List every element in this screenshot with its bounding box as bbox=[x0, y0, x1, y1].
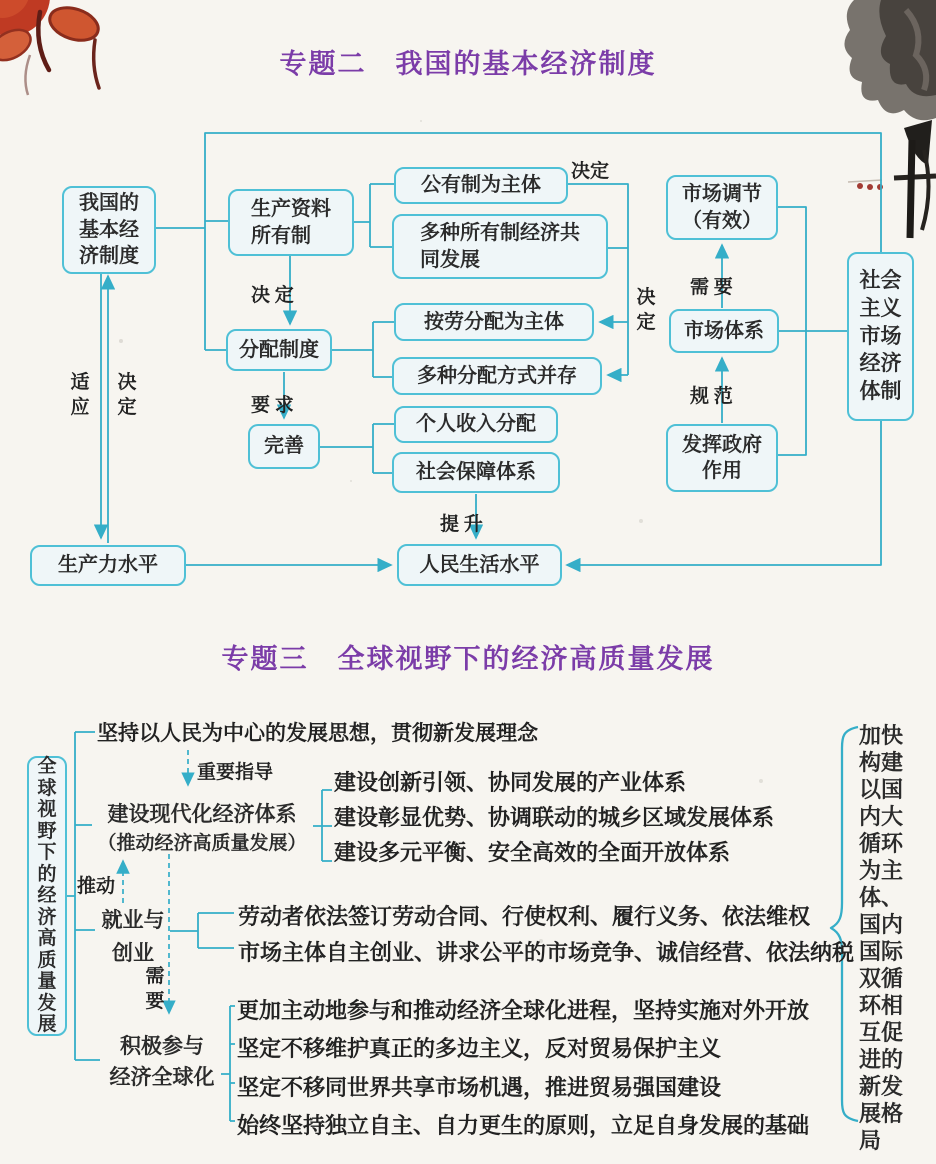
edge-label-need-2: 需要 bbox=[145, 966, 165, 1012]
employment-item-market-entities: 市场主体自主创业、讲求公平的市场竞争、诚信经营、依法纳税 bbox=[238, 940, 855, 965]
edge-label-decide-3: 决定 bbox=[636, 287, 656, 333]
node-socialist-market-economy: 社会主义市场经济体制 bbox=[847, 252, 914, 421]
edge-label-improve: 提 升 bbox=[440, 514, 483, 535]
employment-item-workers: 劳动者依法签订劳动合同、行使权利、履行义务、依法维权 bbox=[238, 904, 811, 929]
node-perfect: 完善 bbox=[248, 424, 320, 469]
bracket-employment-items bbox=[170, 913, 234, 948]
topic2-title: 专题二 我国的基本经济制度 bbox=[279, 49, 657, 79]
node-market-regulation: 市场调节（有效） bbox=[666, 175, 778, 240]
node-personal-income: 个人收入分配 bbox=[394, 406, 558, 443]
item-people-centered-development: 坚持以人民为中心的发展思想，贯彻新发展理念 bbox=[97, 721, 538, 745]
bracket-distribution bbox=[330, 322, 394, 377]
node-distribution-system: 分配制度 bbox=[226, 329, 332, 371]
system-item-urban-rural: 建设彰显优势、协调联动的城乡区域发展体系 bbox=[334, 805, 775, 830]
edge-label-decide-2: 决定 bbox=[571, 161, 610, 182]
edge-market-group bbox=[777, 207, 847, 455]
node-productivity-level: 生产力水平 bbox=[30, 545, 186, 586]
node-multi-distribution: 多种分配方式并存 bbox=[392, 357, 602, 395]
node-basic-economic-system: 我国的基本经济制度 bbox=[62, 186, 156, 274]
global-item-participation: 更加主动地参与和推动经济全球化进程，坚持实施对外开放 bbox=[237, 998, 810, 1023]
edge-label-promote: 推动 bbox=[77, 876, 116, 897]
global-item-self-reliance: 始终坚持独立自主、自力更生的原则，立足自身发展的基础 bbox=[237, 1113, 810, 1138]
node-multi-ownership: 多种所有制经济共同发展 bbox=[392, 214, 608, 279]
brace-conclusion bbox=[831, 727, 858, 1121]
conclusion-new-development-pattern: 加快构建以国内大循环为主体、国内国际双循环相互促进的新发展格局 bbox=[859, 723, 904, 1153]
global-item-market-opportunity: 坚定不移同世界共享市场机遇，推进贸易强国建设 bbox=[237, 1075, 722, 1100]
node-social-security: 社会保障体系 bbox=[392, 452, 560, 493]
system-item-industry: 建设创新引领、协同发展的产业体系 bbox=[334, 770, 687, 795]
node-public-ownership-main: 公有制为主体 bbox=[394, 167, 568, 204]
item-economic-globalization bbox=[96, 1031, 228, 1093]
edge-label-decide-4: 决定 bbox=[117, 372, 137, 418]
item-employment-entrepreneurship: 就业与创业 bbox=[101, 908, 165, 965]
node-global-high-quality-development: 全球视野下的经济高质量发展 bbox=[27, 756, 67, 1036]
edge-label-important-guide: 重要指导 bbox=[197, 762, 274, 783]
topic3-title: 专题三 全球视野下的经济高质量发展 bbox=[221, 644, 715, 674]
modern-system-line2: （推动经济高质量发展） bbox=[97, 833, 307, 854]
globalization-line2: 经济全球化 bbox=[109, 1065, 215, 1089]
node-living-standard: 人民生活水平 bbox=[397, 544, 562, 586]
edge-label-decide-1: 决 定 bbox=[251, 285, 294, 306]
edge-label-require: 要 求 bbox=[251, 395, 294, 416]
global-item-multilateralism: 坚定不移维护真正的多边主义，反对贸易保护主义 bbox=[237, 1036, 722, 1061]
edge-ownership-decides bbox=[566, 184, 628, 375]
node-labor-distribution-main: 按劳分配为主体 bbox=[394, 303, 594, 341]
node-government-role: 发挥政府作用 bbox=[666, 424, 778, 492]
edge-label-need: 需 要 bbox=[690, 277, 733, 298]
globalization-line1: 积极参与 bbox=[120, 1034, 204, 1058]
bracket-perfect bbox=[320, 424, 394, 473]
modern-system-line1: 建设现代化经济体系 bbox=[107, 802, 297, 826]
node-market-system: 市场体系 bbox=[669, 309, 779, 353]
bracket-ownership bbox=[352, 184, 394, 247]
system-item-opening: 建设多元平衡、安全高效的全面开放体系 bbox=[334, 840, 731, 865]
edge-label-regulate: 规 范 bbox=[690, 386, 733, 407]
node-means-of-production-ownership: 生产资料所有制 bbox=[228, 189, 354, 256]
bracket-system-items bbox=[313, 790, 332, 861]
edge-label-adapt: 适应 bbox=[70, 372, 90, 418]
item-modern-economic-system bbox=[90, 798, 314, 855]
